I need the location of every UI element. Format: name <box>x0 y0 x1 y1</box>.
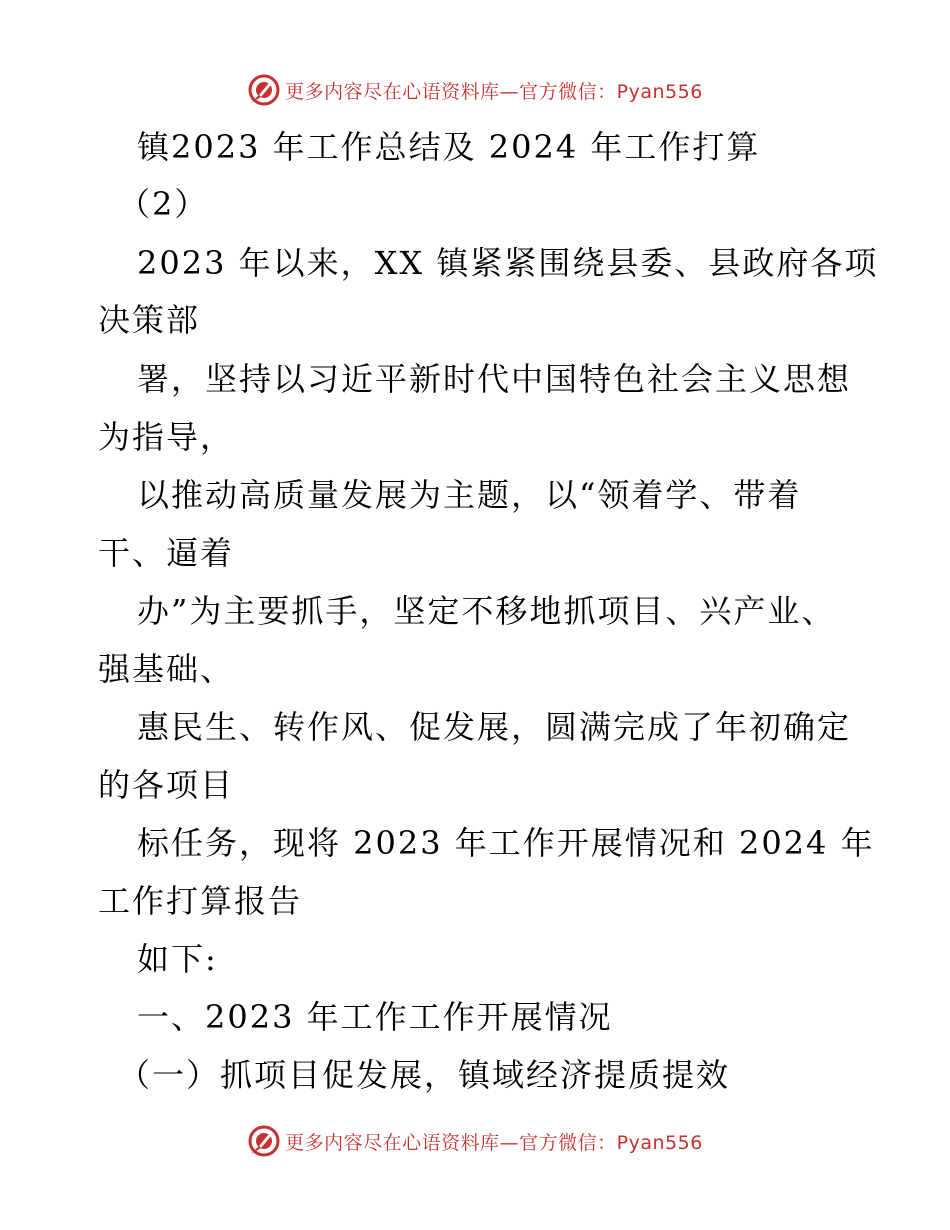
paragraph-line: 标任务，现将 2023 年工作开展情况和 2024 年 <box>137 824 875 862</box>
paragraph-line: 惠民生、转作风、促发展，圆满完成了年初确定 <box>137 708 852 746</box>
paragraph-line: 强基础、 <box>98 650 235 688</box>
paragraph-line: 以推动高质量发展为主题，以“领着学、带着 <box>137 476 802 514</box>
paragraph-line: 2023 年以来，XX 镇紧紧围绕县委、县政府各项 <box>137 244 879 282</box>
subsection-heading: （一）抓项目促发展，镇域经济提质提效 <box>118 1056 731 1094</box>
paragraph-line: 的各项目 <box>98 766 235 804</box>
watermark-header <box>0 70 950 110</box>
paragraph-line: 为指导， <box>98 418 235 456</box>
paragraph-line: 决策部 <box>98 301 201 339</box>
watermark-text: 更多内容尽在心语资料库—官方微信：Pyan556 <box>285 80 703 103</box>
paragraph-line: 办”为主要抓手，坚定不移地抓项目、兴产业、 <box>137 592 836 630</box>
watermark-footer <box>0 1121 950 1161</box>
pen-nib-circle-icon <box>247 1124 281 1158</box>
paragraph-line: 干、逼着 <box>98 534 235 572</box>
paragraph-line: 工作打算报告 <box>98 882 303 920</box>
watermark-text: 更多内容尽在心语资料库—官方微信：Pyan556 <box>285 1131 703 1154</box>
document-subtitle: （2） <box>118 185 209 223</box>
paragraph-line: 如下: <box>137 940 218 978</box>
document-title: 镇2023 年工作总结及 2024 年工作打算 <box>137 128 761 166</box>
pen-nib-circle-icon <box>247 73 281 107</box>
paragraph-line: 署，坚持以习近平新时代中国特色社会主义思想 <box>137 360 852 398</box>
section-heading: 一、2023 年工作工作开展情况 <box>137 998 613 1036</box>
